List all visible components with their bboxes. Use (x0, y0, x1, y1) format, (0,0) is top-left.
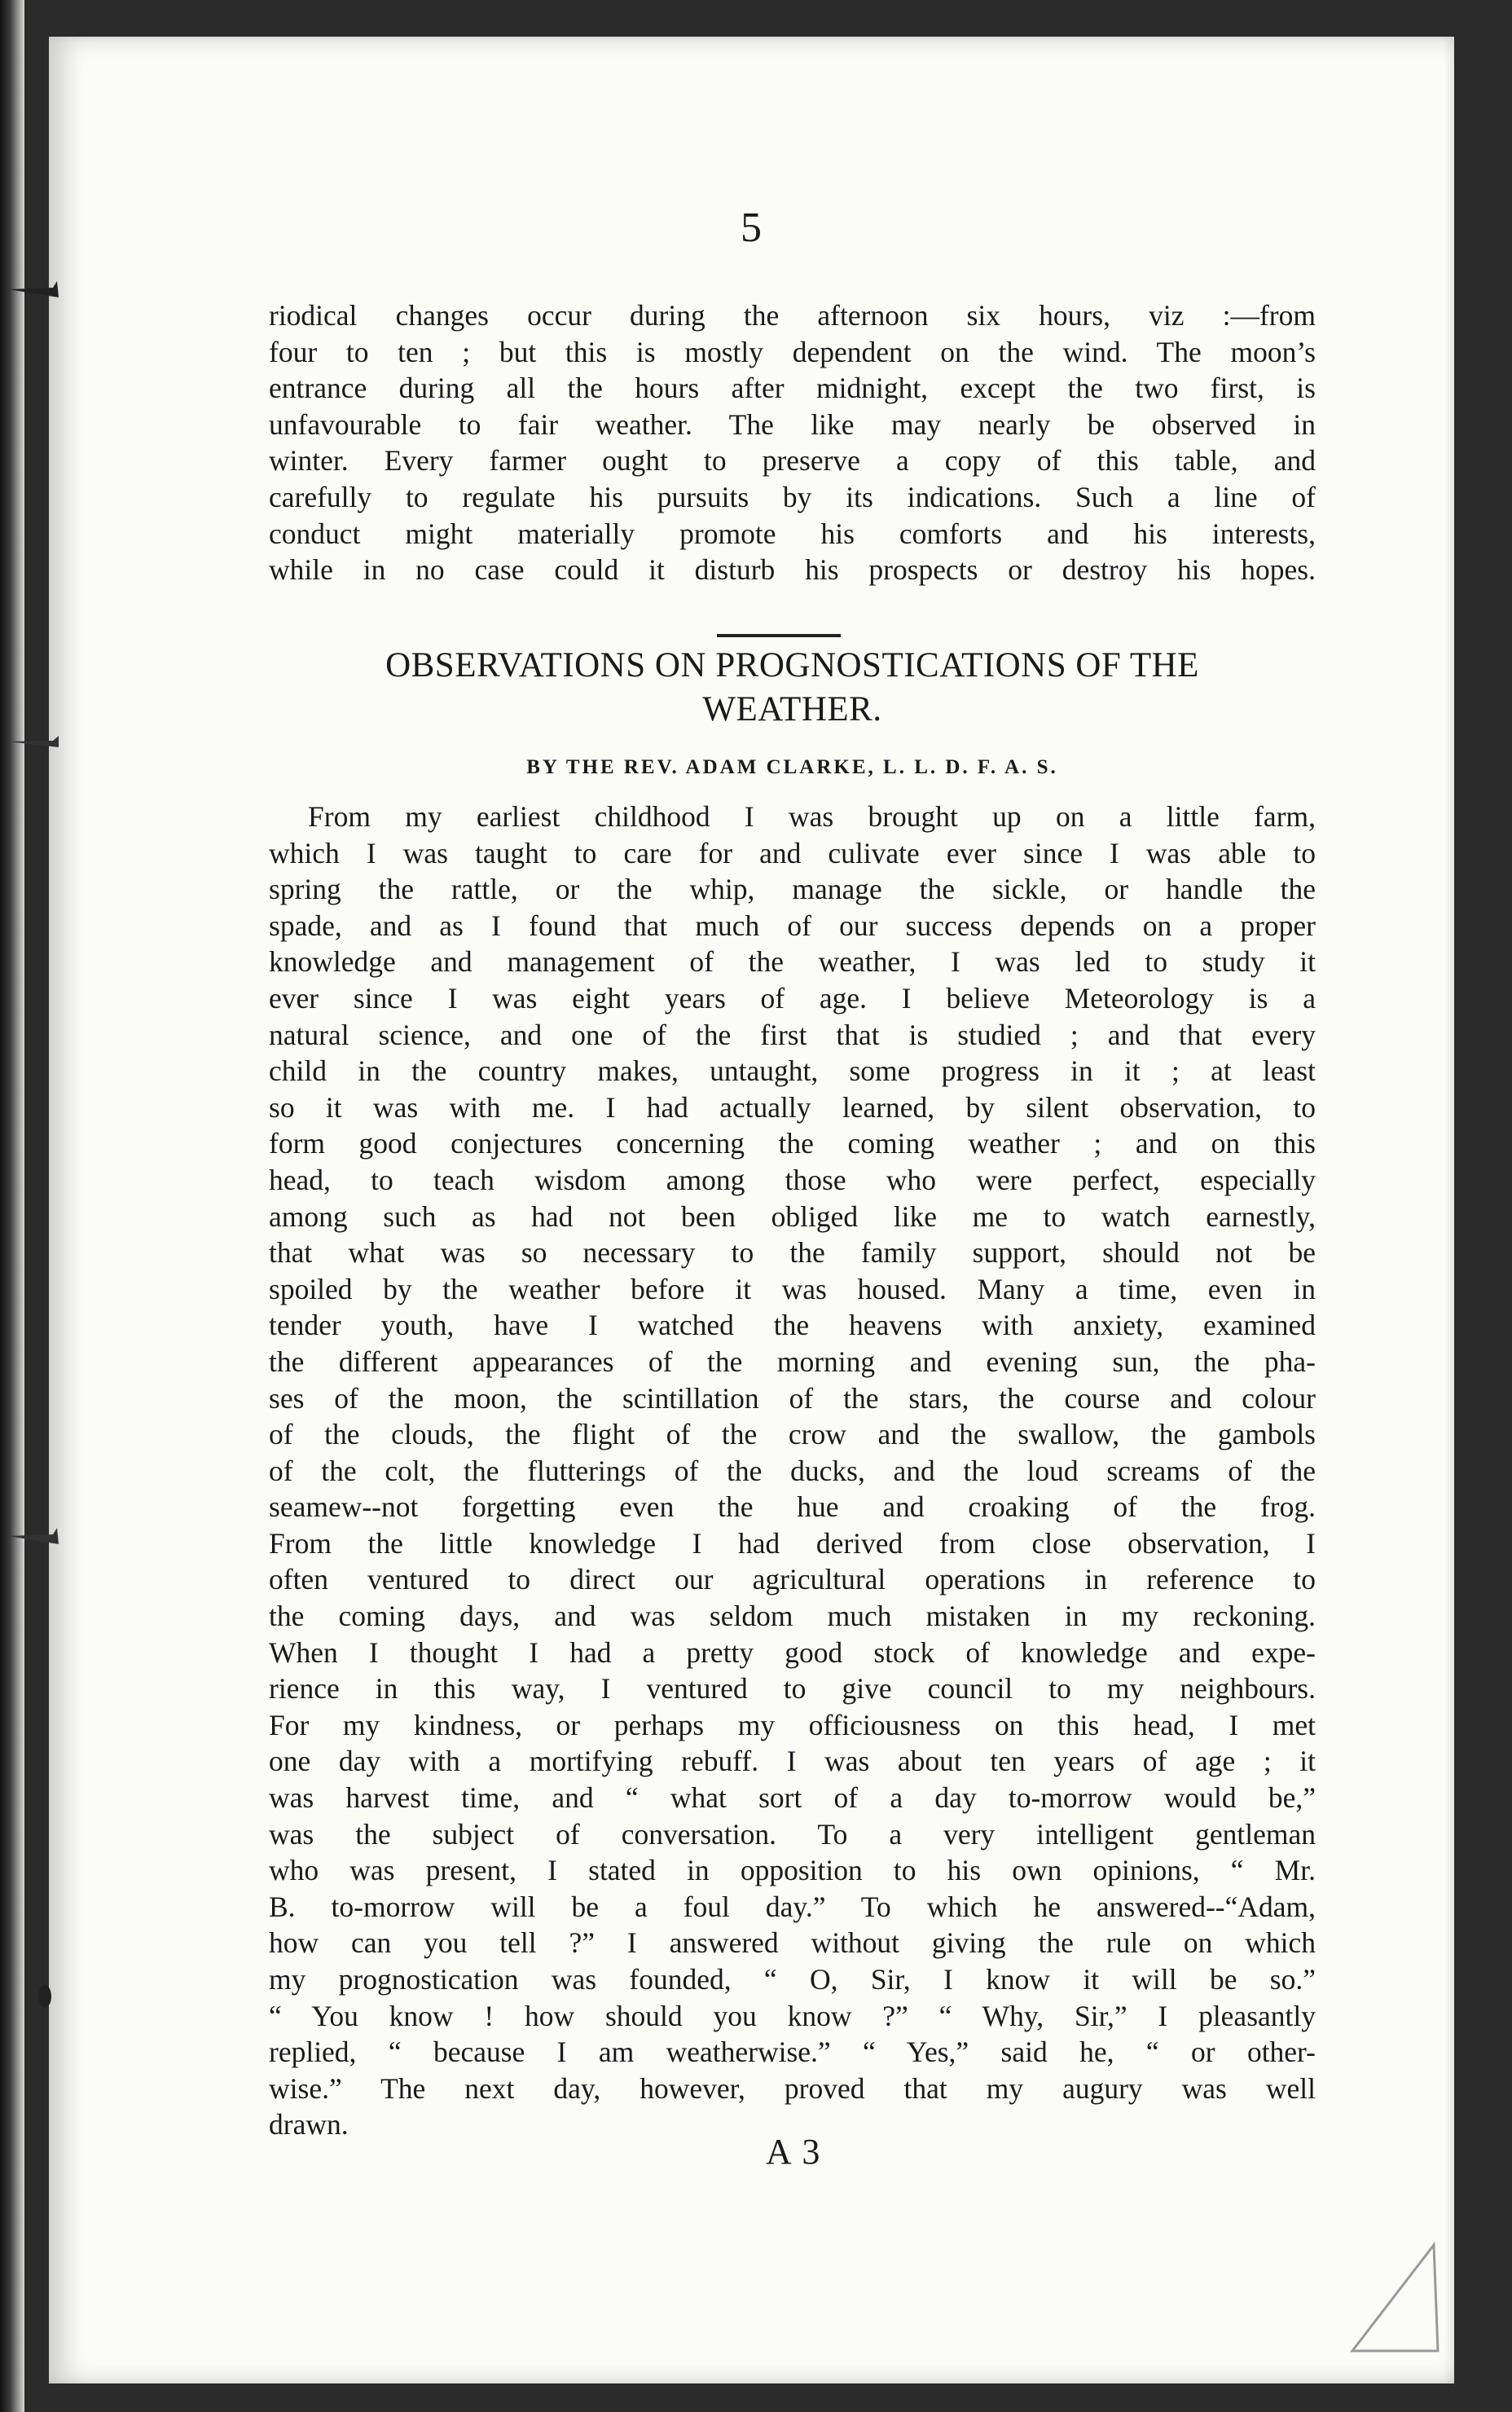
text-line: wise.” The next day, however, proved that my augury was well (269, 2071, 1316, 2105)
text-line: replied, “ because I am weatherwise.” “ Yes,” said he, “ or other- (269, 2036, 1316, 2069)
text-line: When I thought I had a pretty good stock of knowledge and expe- (269, 1635, 1316, 1669)
book-spine-edge (0, 0, 24, 2412)
text-line: seamew--not forgetting even the hue and croaking of the frog. (269, 1490, 1316, 1524)
paragraph-continued (269, 297, 1316, 588)
text-line: drawn. (269, 2108, 349, 2141)
text-line: “ You know ! how should you know ?” “ Why, Sir,” I pleasantly (269, 1999, 1316, 2032)
text-line: conduct might materially promote his comforts and his interests, (269, 517, 1316, 550)
text-line: that what was so necessary to the family support, should not be (269, 1236, 1316, 1270)
text-line: of the colt, the flutterings of the ducks, and the loud screams of the (269, 1454, 1316, 1487)
text-line: so it was with me. I had actually learned, by silent observation, to (269, 1090, 1316, 1124)
text-line: unfavourable to fair weather. The like may nearly be observed in (269, 407, 1316, 441)
text-line: the different appearances of the morning and evening sun, the pha- (269, 1345, 1316, 1378)
text-line: spade, and as I found that much of our success depends on a proper (269, 909, 1316, 942)
text-line: spring the rattle, or the whip, manage the sickle, or handle the (269, 873, 1316, 906)
text-line: form good conjectures concerning the coming weather ; and on this (269, 1127, 1316, 1160)
text-line: child in the country makes, untaught, some progress in it ; at least (269, 1054, 1316, 1088)
text-line: From my earliest childhood I was brought up on a little farm, (308, 800, 1316, 833)
text-line: knowledge and management of the weather, I was led to study it (269, 945, 1316, 979)
book-page (49, 37, 1454, 2383)
binding-mark-icon (8, 729, 65, 754)
binding-mark-icon (24, 1976, 65, 2017)
signature-mark: A 3 (766, 2132, 822, 2172)
text-line: B. to-morrow will be a foul day.” To which he answered--“Adam, (269, 1890, 1316, 1923)
text-line: how can you tell ?” I answered without giving the rule on which (269, 1926, 1316, 1960)
section-divider (717, 634, 841, 637)
author-byline: BY THE REV. ADAM CLARKE, L. L. D. F. A. S. (526, 756, 1058, 778)
text-line: four to ten ; but this is mostly dependent on the wind. The moon’s (269, 335, 1316, 368)
paragraph-main (269, 799, 1316, 2143)
text-line: riodical changes occur during the afternoon six hours, viz :—from (269, 299, 1316, 332)
binding-mark-icon (8, 273, 65, 306)
text-line: while in no case could it disturb his prospects or destroy his hopes. (269, 553, 1316, 587)
text-line: entrance during all the hours after midnight, except the two first, is (269, 372, 1316, 405)
text-line: the coming days, and was seldom much mistaken in my reckoning. (269, 1600, 1316, 1633)
text-line: spoiled by the weather before it was housed. Many a time, even in (269, 1272, 1316, 1305)
text-line: For my kindness, or perhaps my officiousness on this head, I met (269, 1708, 1316, 1741)
text-line: From the little knowledge I had derived from close observation, I (269, 1526, 1316, 1560)
text-line: among such as had not been obliged like me to watch earnestly, (269, 1199, 1316, 1233)
heading-line: OBSERVATIONS ON PROGNOSTICATIONS OF THE (385, 646, 1199, 684)
text-line: ever since I was eight years of age. I believe Meteorology is a (269, 981, 1316, 1015)
text-line: carefully to regulate his pursuits by its indications. Such a line of (269, 480, 1316, 513)
heading-line: WEATHER. (702, 690, 882, 728)
text-line: ses of the moon, the scintillation of the stars, the course and colour (269, 1381, 1316, 1415)
section-heading (269, 644, 1316, 732)
text-line: tender youth, have I watched the heavens with anxiety, examined (269, 1309, 1316, 1342)
text-line: of the clouds, the flight of the crow and the swallow, the gambols (269, 1418, 1316, 1451)
text-line: winter. Every farmer ought to preserve a copy of this table, and (269, 444, 1316, 478)
text-line: was the subject of conversation. To a very intelligent gentleman (269, 1817, 1316, 1851)
text-line: who was present, I stated in opposition to his own opinions, “ Mr. (269, 1854, 1316, 1887)
text-line: head, to teach wisdom among those who were perfect, especially (269, 1163, 1316, 1196)
text-line: often ventured to direct our agricultural operations in reference to (269, 1563, 1316, 1596)
page-corner-fold-icon (1336, 2237, 1442, 2359)
page-number: 5 (741, 205, 763, 251)
text-line: which I was taught to care for and culivate ever since I was able to (269, 836, 1316, 869)
text-line: my prognostication was founded, “ O, Sir, I know it will be so.” (269, 1963, 1316, 1996)
text-line: was harvest time, and “ what sort of a day to-morrow would be,” (269, 1781, 1316, 1815)
text-line: rience in this way, I ventured to give council to my neighbours. (269, 1672, 1316, 1706)
text-line: one day with a mortifying rebuff. I was about ten years of age ; it (269, 1745, 1316, 1778)
binding-mark-icon (8, 1520, 65, 1552)
text-line: natural science, and one of the first that is studied ; and that every (269, 1018, 1316, 1051)
